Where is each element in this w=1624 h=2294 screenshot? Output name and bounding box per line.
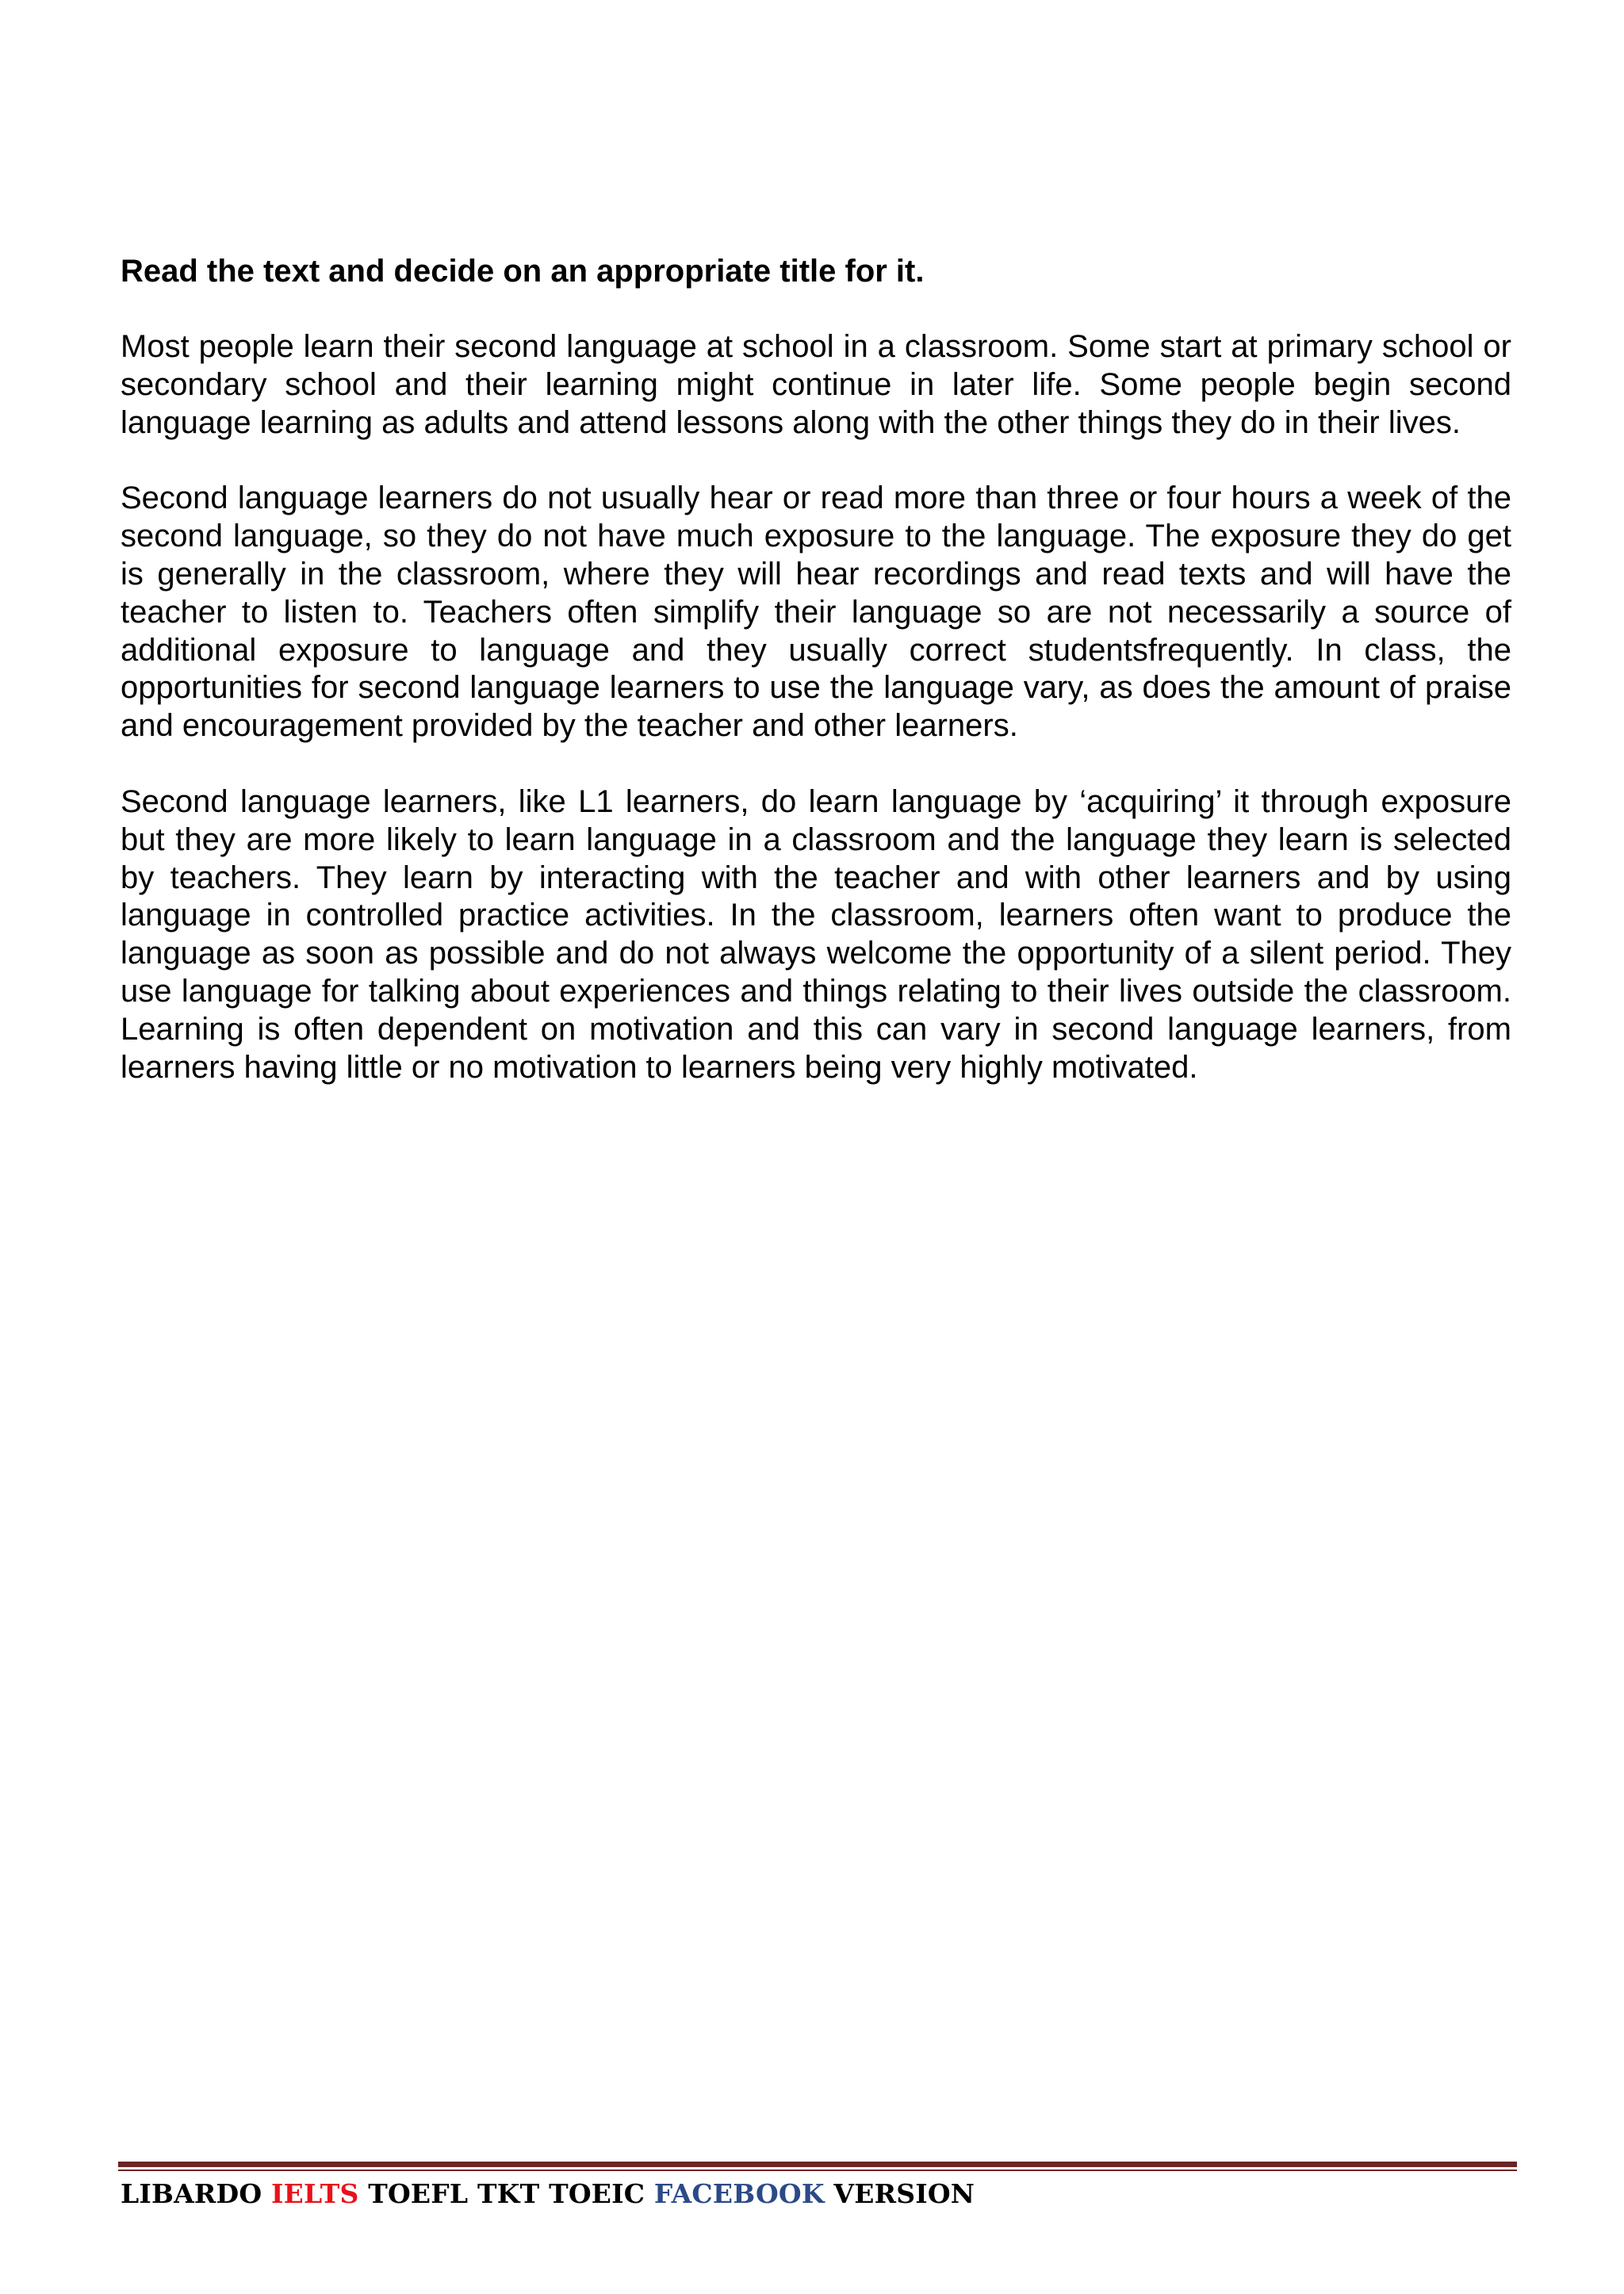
footer-divider xyxy=(118,2162,1517,2171)
footer-part-libardo: LIBARDO xyxy=(121,2178,272,2209)
paragraph-2: Second language learners do not usually hear or read more than three or four hours a week of the second language, so they do not have much exposure to the language. The exposure they do get is generally in the classroom, where they will hear recordings and read texts and will have the teacher to listen to. Teachers often simplify their language so are not necessarily a source of additional exposure to language and they usually correct studentsfrequently. In class, the opportunities for second language learners to use the language vary, as does the amount of praise and encouragement provided by the teacher and other learners. xyxy=(121,481,1511,744)
paragraph-3: Second language learners, like L1 learners, do learn language by ‘acquiring’ it through exposure but they are more likely to learn language in a classroom and the language they learn is selected by teachers. They learn by interacting with the teacher and with other learners and by using language in controlled practice activities. In the classroom, learners often want to produce the language as soon as possible and do not always welcome the opportunity of a silent period. They use language for talking about experiences and things relating to their lives outside the classroom. Learning is often dependent on motivation and this can vary in second language learners, from learners having little or no motivation to learners being very highly motivated. xyxy=(121,783,1511,1085)
footer-part-facebook: FACEBOOK xyxy=(653,2178,825,2209)
instruction-heading: Read the text and decide on an appropriate title for it. xyxy=(121,254,925,289)
document-body xyxy=(121,252,1511,1124)
footer-part-ielts: IELTS xyxy=(271,2178,359,2209)
paragraph-1: Most people learn their second language at school in a classroom. Some start at primary school or secondary school and their learning might continue in later life. Some people begin second language learning as adults and attend lessons along with the other things they do in their lives. xyxy=(121,329,1511,440)
footer-part-exams: TOEFL TKT TOEIC xyxy=(358,2178,654,2209)
footer-part-version: VERSION xyxy=(824,2178,975,2209)
footer-banner xyxy=(121,2177,975,2212)
